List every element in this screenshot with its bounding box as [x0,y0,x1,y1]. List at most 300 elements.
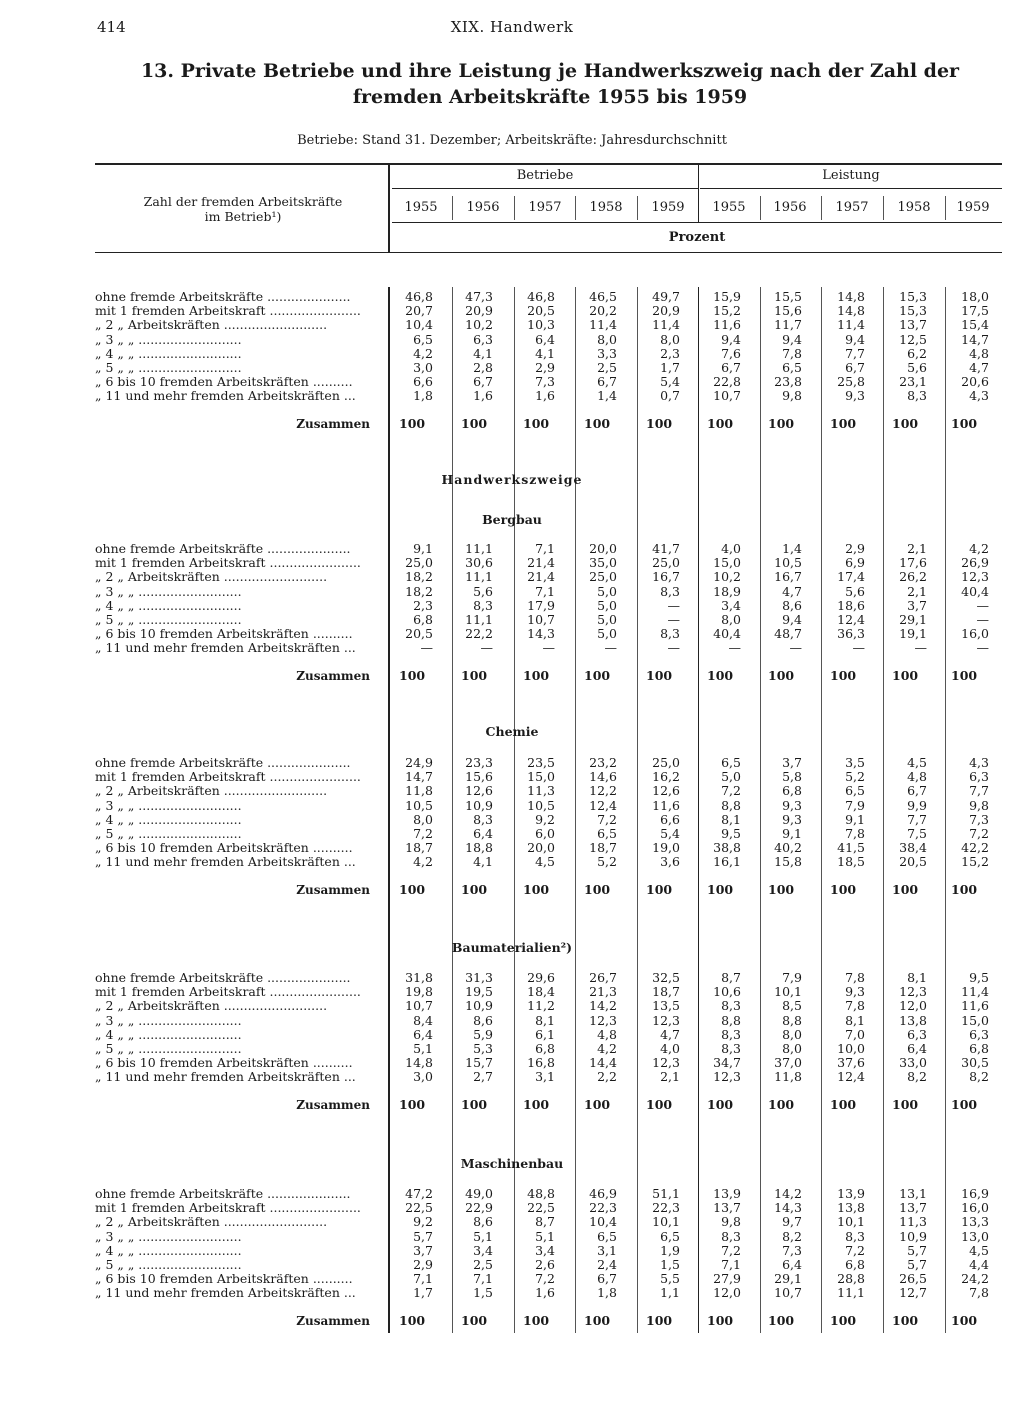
total-cell: 100 [951,416,978,432]
table-cell: 5,8 [782,769,802,785]
table-cell: — [789,640,802,656]
table-cell: 10,1 [774,984,802,1000]
table-cell: 1,7 [413,1285,433,1301]
total-cell: 100 [892,416,919,432]
table-cell: 47,3 [465,289,493,304]
table-row [0,999,1024,1013]
table-cell: 48,7 [774,626,802,642]
table-cell: 2,3 [660,345,680,361]
table-cell: 10,2 [713,569,741,585]
total-cell: 100 [707,1097,734,1113]
table-cell: 8,3 [721,1228,741,1244]
year-header-cell: 1959 [651,200,685,215]
table-cell: 5,7 [413,1228,433,1244]
table-cell: — [976,640,989,656]
table-row [0,585,1024,599]
table-cell: 4,2 [413,854,433,870]
table-cell: 27,9 [713,1271,741,1287]
table-row [0,347,1024,361]
table-cell: 7,7 [907,811,927,827]
table-cell: 8,0 [413,811,433,827]
table-cell: 13,1 [899,1186,927,1201]
total-cell: 100 [892,1097,919,1113]
table-cell: 13,7 [713,1200,741,1216]
table-cell: 9,1 [413,541,433,556]
years-bottom-rule [392,222,1002,223]
table-cell: 12,0 [899,998,927,1014]
table-cell: 6,3 [907,1026,927,1042]
table-row [0,1244,1024,1258]
table-cell: 46,8 [527,289,555,304]
table-cell: 13,7 [899,317,927,333]
table-cell: 7,8 [845,998,865,1014]
table-cell: 6,5 [782,360,802,375]
table-cell: 7,1 [721,1257,741,1272]
table-cell: 9,3 [845,388,865,404]
table-cell: 42,2 [961,840,989,856]
table-cell: 2,2 [597,1069,617,1085]
table-cell: 9,3 [782,797,802,813]
table-cell: 1,7 [660,360,680,375]
total-cell: 100 [707,882,734,898]
table-cell: 11,6 [961,998,989,1014]
table-cell: 9,3 [845,984,865,1000]
row-label: „ 6 bis 10 fremden Arbeitskräften .......... [95,1272,353,1287]
table-cell: 5,2 [597,854,617,870]
table-cell: 7,2 [413,826,433,841]
section-title: Bergbau [482,512,542,527]
table-cell: 6,8 [845,1257,865,1272]
table-cell: 46,8 [405,289,433,304]
table-cell: 2,7 [473,1069,493,1085]
table-cell: 15,6 [774,303,802,319]
table-cell: 10,1 [837,1214,865,1230]
total-row [0,883,1024,897]
table-cell: 1,8 [413,388,433,404]
table-cell: 26,5 [899,1271,927,1287]
table-row [0,1230,1024,1244]
table-cell: 8,2 [782,1228,802,1244]
table-cell: 16,8 [527,1055,555,1071]
table-cell: 13,8 [899,1012,927,1028]
table-row [0,756,1024,770]
table-cell: 2,4 [597,1257,617,1272]
table-cell: 6,4 [782,1257,802,1272]
table-cell: 30,5 [961,1055,989,1071]
table-cell: 3,6 [660,854,680,870]
row-label: „ 4 „ „ .......................... [95,812,242,827]
table-cell: 10,7 [405,998,433,1014]
table-cell: 7,2 [535,1271,555,1287]
table-cell: 31,8 [405,970,433,985]
row-label: „ 3 „ „ .......................... [95,584,242,599]
table-cell: 18,5 [837,854,865,870]
table-cell: 4,7 [660,1026,680,1042]
table-cell: 11,6 [713,317,741,333]
table-cell: 1,5 [473,1285,493,1301]
table-cell: 3,0 [413,1069,433,1085]
total-cell: 100 [830,668,857,684]
table-cell: 4,4 [969,1257,989,1272]
table-cell: 11,4 [652,317,680,333]
table-cell: 4,5 [969,1242,989,1258]
table-cell: 6,8 [969,1041,989,1056]
table-cell: 11,8 [405,783,433,799]
table-cell: 40,2 [774,840,802,856]
table-cell: 9,9 [907,797,927,813]
table-cell: 6,9 [845,555,865,571]
table-row [0,570,1024,584]
table-cell: 16,7 [652,569,680,585]
total-cell: 100 [951,1097,978,1113]
table-cell: 4,5 [907,755,927,770]
table-cell: — [420,640,433,656]
table-cell: 6,7 [907,783,927,799]
total-cell: 100 [707,416,734,432]
table-cell: 5,1 [413,1041,433,1056]
table-cell: 31,3 [465,970,493,985]
table-cell: 29,1 [774,1271,802,1287]
year-separator [514,196,515,220]
table-cell: 8,7 [535,1214,555,1230]
row-label: „ 3 „ „ .......................... [95,332,242,347]
table-cell: 14,8 [837,303,865,319]
total-cell: 100 [892,1313,919,1329]
row-label: „ 6 bis 10 fremden Arbeitskräften .......... [95,1056,353,1071]
total-cell: 100 [399,416,426,432]
table-cell: 10,6 [713,984,741,1000]
table-cell: 8,7 [721,970,741,985]
total-cell: 100 [707,1313,734,1329]
table-cell: 7,2 [597,811,617,827]
table-cell: 34,7 [713,1055,741,1071]
table-cell: 20,5 [899,854,927,870]
total-cell: 100 [646,416,673,432]
table-cell: 25,0 [589,569,617,585]
row-label: „ 4 „ „ .......................... [95,346,242,361]
total-cell: 100 [646,668,673,684]
table-cell: 23,3 [465,755,493,770]
table-cell: 21,4 [527,555,555,571]
table-row [0,1070,1024,1084]
table-cell: 16,1 [713,854,741,870]
table-cell: — [914,640,927,656]
table-cell: 6,4 [473,826,493,841]
table-cell: 2,1 [907,541,927,556]
table-cell: 15,0 [961,1012,989,1028]
year-separator [575,196,576,220]
table-cell: 5,1 [535,1228,555,1244]
table-cell: 16,2 [652,769,680,785]
table-cell: 5,3 [473,1041,493,1056]
table-cell: 3,0 [413,360,433,375]
table-cell: 9,4 [845,331,865,347]
table-cell: 25,0 [405,555,433,571]
row-label: ohne fremde Arbeitskräfte ..................... [95,542,351,556]
row-label: „ 5 „ „ .......................... [95,1258,242,1272]
table-cell: 2,9 [845,541,865,556]
total-label: Zusammen [296,883,370,898]
table-cell: 3,7 [413,1242,433,1258]
total-cell: 100 [584,1313,611,1329]
table-cell: 17,5 [961,303,989,319]
table-cell: 6,5 [597,1228,617,1244]
year-separator [452,196,453,220]
total-cell: 100 [399,1097,426,1113]
table-cell: 6,7 [473,374,493,390]
table-cell: 18,0 [961,289,989,304]
table-cell: 25,0 [652,755,680,770]
table-cell: 26,2 [899,569,927,585]
table-cell: 7,2 [969,826,989,841]
table-cell: 24,9 [405,755,433,770]
row-label: „ 5 „ „ .......................... [95,613,242,627]
table-cell: 10,4 [589,1214,617,1230]
row-label: „ 4 „ „ .......................... [95,1243,242,1258]
table-cell: 9,4 [782,612,802,627]
table-cell: 8,3 [473,811,493,827]
total-cell: 100 [830,416,857,432]
table-cell: 18,9 [713,583,741,599]
table-cell: 11,1 [837,1285,865,1301]
table-cell: 23,5 [527,755,555,770]
table-row [0,827,1024,841]
table-cell: 3,4 [473,1242,493,1258]
year-separator [945,196,946,220]
table-cell: 13,3 [961,1214,989,1230]
table-cell: 4,0 [721,541,741,556]
table-cell: 6,4 [907,1041,927,1056]
row-label: „ 4 „ „ .......................... [95,598,242,613]
table-cell: 20,5 [405,626,433,642]
table-row [0,304,1024,318]
table-cell: 9,5 [721,826,741,841]
table-cell: 41,7 [652,541,680,556]
table-cell: 4,3 [969,755,989,770]
row-label: ohne fremde Arbeitskräfte ..................... [95,971,351,985]
table-cell: 22,2 [465,626,493,642]
table-row [0,318,1024,332]
table-cell: 4,3 [969,388,989,404]
row-label: ohne fremde Arbeitskräfte ..................... [95,1187,351,1201]
table-cell: 37,6 [837,1055,865,1071]
table-cell: 1,4 [782,541,802,556]
row-label: „ 4 „ „ .......................... [95,1027,242,1042]
table-cell: 18,7 [589,840,617,856]
row-label: „ 3 „ „ .......................... [95,1013,242,1028]
table-cell: 17,6 [899,555,927,571]
table-cell: — [542,640,555,656]
table-row [0,556,1024,570]
table-cell: 8,3 [721,1026,741,1042]
year-header-cell: 1955 [404,200,438,215]
table-cell: 2,6 [535,1257,555,1272]
row-label: „ 11 und mehr fremden Arbeitskräften ... [95,1286,356,1301]
table-cell: 16,9 [961,1186,989,1201]
table-cell: 7,5 [907,826,927,841]
table-cell: 7,7 [969,783,989,799]
year-header-cell: 1957 [835,200,869,215]
table-cell: 5,6 [473,583,493,599]
table-cell: 11,3 [527,783,555,799]
table-cell: 6,7 [597,374,617,390]
table-cell: 11,4 [589,317,617,333]
table-row [0,1042,1024,1056]
table-row [0,1258,1024,1272]
table-cell: 8,4 [413,1012,433,1028]
table-cell: 16,0 [961,626,989,642]
table-row [0,985,1024,999]
year-separator [637,196,638,220]
table-cell: 8,2 [969,1069,989,1085]
table-cell: 11,3 [899,1214,927,1230]
total-row [0,417,1024,431]
table-cell: 25,8 [837,374,865,390]
table-cell: 6,7 [721,360,741,375]
row-label: mit 1 fremden Arbeitskraft ....................... [95,770,361,785]
table-cell: 13,0 [961,1228,989,1244]
table-cell: 9,8 [969,797,989,813]
leistung-group-rule [700,188,1002,189]
table-cell: 8,1 [907,970,927,985]
table-cell: 10,4 [405,317,433,333]
year-header-cell: 1956 [773,200,807,215]
table-cell: 8,3 [660,626,680,642]
table-cell: 10,9 [465,797,493,813]
group-label-leistung: Leistung [822,168,880,183]
table-cell: 33,0 [899,1055,927,1071]
table-cell: 3,5 [845,755,865,770]
row-label: „ 5 „ „ .......................... [95,827,242,841]
total-cell: 100 [523,882,550,898]
table-cell: 11,8 [774,1069,802,1085]
table-cell: — [976,597,989,613]
table-cell: 1,6 [535,1285,555,1301]
table-cell: 12,3 [589,1012,617,1028]
stub-header-line1: Zahl der fremden Arbeitskräfte [143,194,343,209]
table-cell: 49,0 [465,1186,493,1201]
table-cell: 4,2 [413,345,433,361]
table-cell: 26,9 [961,555,989,571]
table-cell: 18,2 [405,569,433,585]
total-cell: 100 [951,882,978,898]
total-cell: 100 [523,1097,550,1113]
table-cell: 23,8 [774,374,802,390]
year-separator [883,196,884,220]
table-cell: 8,8 [721,1012,741,1028]
table-cell: 1,5 [660,1257,680,1272]
table-cell: 10,5 [774,555,802,571]
table-cell: 1,8 [597,1285,617,1301]
table-cell: 6,5 [597,826,617,841]
table-cell: 2,5 [473,1257,493,1272]
table-cell: 13,9 [837,1186,865,1201]
total-cell: 100 [892,882,919,898]
table-row [0,841,1024,855]
table-title: 13. Private Betriebe und ihre Leistung je Handwerkszweig nach der Zahl der fremden Arbeitskräfte 1955 bis 1959 [140,60,960,108]
table-cell: 12,3 [961,569,989,585]
table-row [0,1187,1024,1201]
table-cell: 19,8 [405,984,433,1000]
total-label: Zusammen [296,1098,370,1113]
total-cell: 100 [399,882,426,898]
table-row [0,1028,1024,1042]
total-cell: 100 [768,1313,795,1329]
table-cell: 15,0 [713,555,741,571]
total-cell: 100 [461,416,488,432]
table-cell: 12,3 [652,1055,680,1071]
total-cell: 100 [830,1313,857,1329]
table-cell: 11,1 [465,569,493,585]
table-cell: 3,1 [597,1242,617,1258]
page-number: 414 [97,18,126,36]
total-cell: 100 [461,882,488,898]
total-cell: 100 [523,416,550,432]
table-cell: 11,1 [465,541,493,556]
table-cell: 20,5 [527,303,555,319]
table-cell: 4,5 [535,854,555,870]
row-label: „ 2 „ Arbeitskräften .......................... [95,1215,328,1230]
table-cell: 10,9 [899,1228,927,1244]
table-cell: 11,1 [465,612,493,627]
year-header-cell: 1959 [956,200,990,215]
total-cell: 100 [830,1097,857,1113]
table-cell: 18,4 [527,984,555,1000]
table-cell: 15,3 [899,303,927,319]
table-cell: 1,1 [660,1285,680,1301]
table-cell: 6,5 [413,331,433,347]
table-cell: 20,2 [589,303,617,319]
table-cell: 8,0 [782,1026,802,1042]
table-cell: 2,9 [413,1257,433,1272]
table-cell: 2,5 [597,360,617,375]
table-cell: 1,9 [660,1242,680,1258]
table-cell: 8,0 [660,331,680,347]
table-cell: 20,0 [589,541,617,556]
table-cell: 37,0 [774,1055,802,1071]
table-cell: 7,0 [845,1026,865,1042]
table-cell: 6,1 [535,1026,555,1042]
table-cell: 8,1 [845,1012,865,1028]
table-row [0,627,1024,641]
table-cell: 12,5 [899,331,927,347]
table-cell: 17,9 [527,597,555,613]
table-cell: 6,3 [473,331,493,347]
table-cell: 8,5 [782,998,802,1014]
table-cell: 7,8 [969,1285,989,1301]
table-cell: 41,5 [837,840,865,856]
table-row [0,599,1024,613]
row-label: mit 1 fremden Arbeitskraft ....................... [95,304,361,319]
table-cell: 20,7 [405,303,433,319]
total-cell: 100 [584,1097,611,1113]
table-cell: 7,8 [845,826,865,841]
total-cell: 100 [707,668,734,684]
table-cell: 3,7 [782,755,802,770]
table-row [0,542,1024,556]
table-cell: 21,3 [589,984,617,1000]
table-cell: 4,8 [597,1026,617,1042]
table-cell: 8,0 [597,331,617,347]
total-cell: 100 [523,1313,550,1329]
table-cell: 4,7 [969,360,989,375]
table-cell: 4,1 [473,854,493,870]
table-cell: 8,1 [535,1012,555,1028]
total-cell: 100 [768,668,795,684]
branches-heading: Handwerkszweige [441,472,583,487]
table-cell: 46,5 [589,289,617,304]
table-cell: 18,7 [652,984,680,1000]
